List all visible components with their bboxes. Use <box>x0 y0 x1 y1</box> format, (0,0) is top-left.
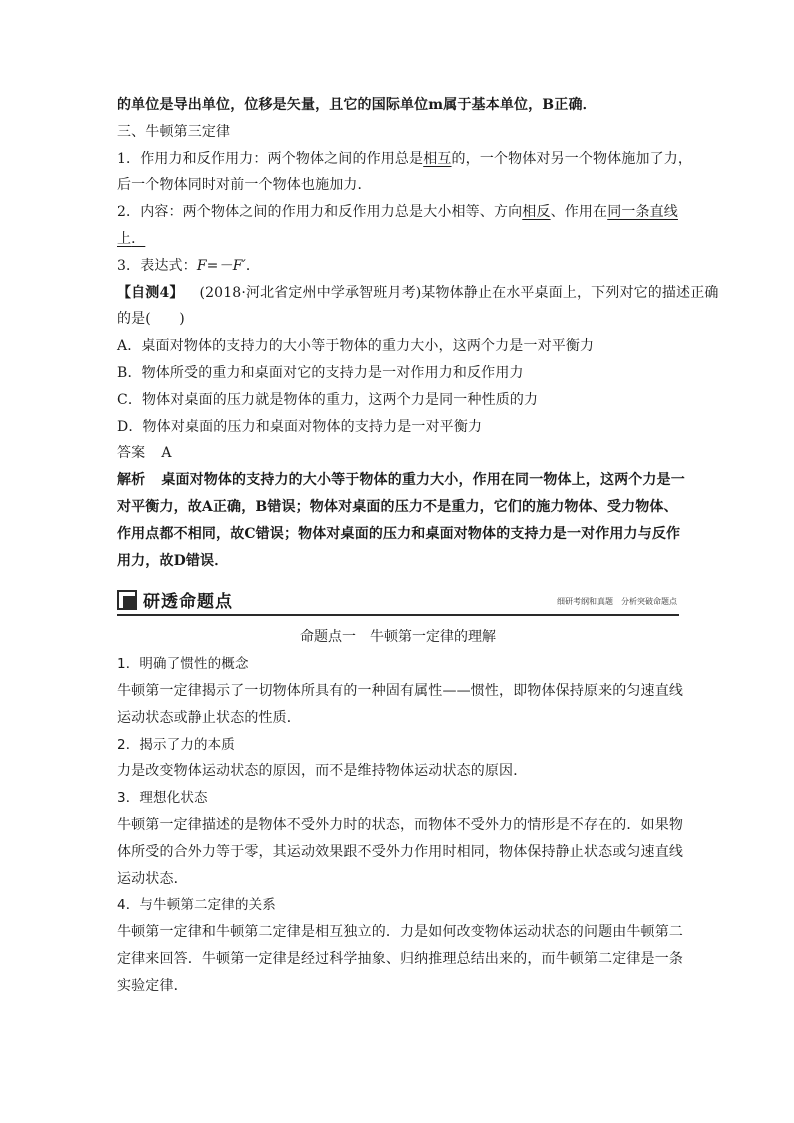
option-d: D．物体对桌面的压力和桌面对物体的支持力是一对平衡力 <box>117 418 483 435</box>
underlined-term: 相反 <box>522 204 551 221</box>
point-2-line: 力是改变物体运动状态的原因，而不是维持物体运动状态的原因． <box>117 763 528 780</box>
option-a: A．桌面对物体的支持力的大小等于物体的重力大小，这两个力是一对平衡力 <box>117 338 595 355</box>
underlined-term: 相互 <box>423 150 452 167</box>
answer-label: 答案 <box>117 445 146 462</box>
banner-title: 研透命题点 <box>143 592 233 613</box>
analysis-line-4: 用力，故D错误． <box>117 552 229 569</box>
point-2-heading: 2．揭示了力的本质 <box>117 736 235 753</box>
point-4-line: 定律来回答．牛顿第一定律是经过科学抽象、归纳推理总结出来的，而牛顿第二定律是一条 <box>117 950 683 967</box>
section-marker-icon <box>117 590 137 610</box>
topic-title: 命题点一 牛顿第一定律的理解 <box>300 629 496 646</box>
exercise-header: 【自测4】 (2018·河北省定州中学承智班月考)某物体静止在水平桌面上，下列对它的描述正确 <box>117 284 719 301</box>
banner-subtitle: 细研考纲和真题 分析突破命题点 <box>557 597 677 607</box>
point-4-line: 实验定律． <box>117 977 188 994</box>
item-1-cont: 后一个物体同时对前一个物体也施加力． <box>117 177 372 194</box>
intro-line: 的单位是导出单位，位移是矢量，且它的国际单位m属于基本单位，B正确． <box>117 97 597 113</box>
point-3-line: 运动状态． <box>117 870 188 887</box>
answer <box>117 440 679 467</box>
exercise-line2: 的是( ) <box>117 311 185 328</box>
analysis-line-2: 对平衡力，故A正确，B错误；物体对桌面的压力不是重力，它们的施力物体、受力物体、 <box>117 498 678 515</box>
underlined-term: 上 <box>117 230 132 247</box>
analysis-label: 解析 <box>117 472 146 489</box>
point-1-line: 牛顿第一定律揭示了一切物体所具有的一种固有属性——惯性，即物体保持原来的匀速直线 <box>117 682 683 699</box>
point-3-heading: 3．理想化状态 <box>117 790 208 807</box>
point-1-heading: 1．明确了惯性的概念 <box>117 656 249 673</box>
point-1-line: 运动状态或静止状态的性质． <box>117 709 301 726</box>
point-4-line: 牛顿第一定律和牛顿第二定律是相互独立的．力是如何改变物体运动状态的问题由牛顿第二 <box>117 924 683 941</box>
answer-value: A <box>161 445 172 462</box>
exercise-tag: 【自测4】 <box>117 284 184 301</box>
item-2-cont: 上． <box>117 230 146 247</box>
point-4-heading: 4．与牛顿第二定律的关系 <box>117 897 276 914</box>
point-3-line: 牛顿第一定律描述的是物体不受外力时的状态，而物体不受外力的情形是不存在的．如果物 <box>117 816 683 833</box>
point-3-line: 体所受的合外力等于零，其运动效果跟不受外力作用时相同，物体保持静止状态或匀速直线 <box>117 843 683 860</box>
formula: F=－F′ <box>196 257 246 274</box>
section-banner <box>117 586 679 616</box>
analysis-line-3: 作用点都不相同，故C错误；物体对桌面的压力和桌面对物体的支持力是一对作用力与反作 <box>117 525 681 542</box>
item-1: 1．作用力和反作用力：两个物体之间的作用总是相互的，一个物体对另一个物体施加了力， <box>117 150 693 167</box>
option-c: C．物体对桌面的压力就是物体的重力，这两个力是同一种性质的力 <box>117 391 539 408</box>
item-2: 2．内容：两个物体之间的作用力和反作用力总是大小相等、方向相反、作用在同一条直线 <box>117 204 678 221</box>
analysis-line-1: 解析 桌面对物体的支持力的大小等于物体的重力大小，作用在同一物体上，这两个力是一 <box>117 472 685 489</box>
section-heading: 三、牛顿第三定律 <box>117 123 231 140</box>
item-3: 3．表达式：F=－F′． <box>117 257 261 274</box>
option-b: B．物体所受的重力和桌面对它的支持力是一对作用力和反作用力 <box>117 364 524 381</box>
document-page <box>117 92 719 1000</box>
underlined-term: 同一条直线 <box>607 204 678 221</box>
